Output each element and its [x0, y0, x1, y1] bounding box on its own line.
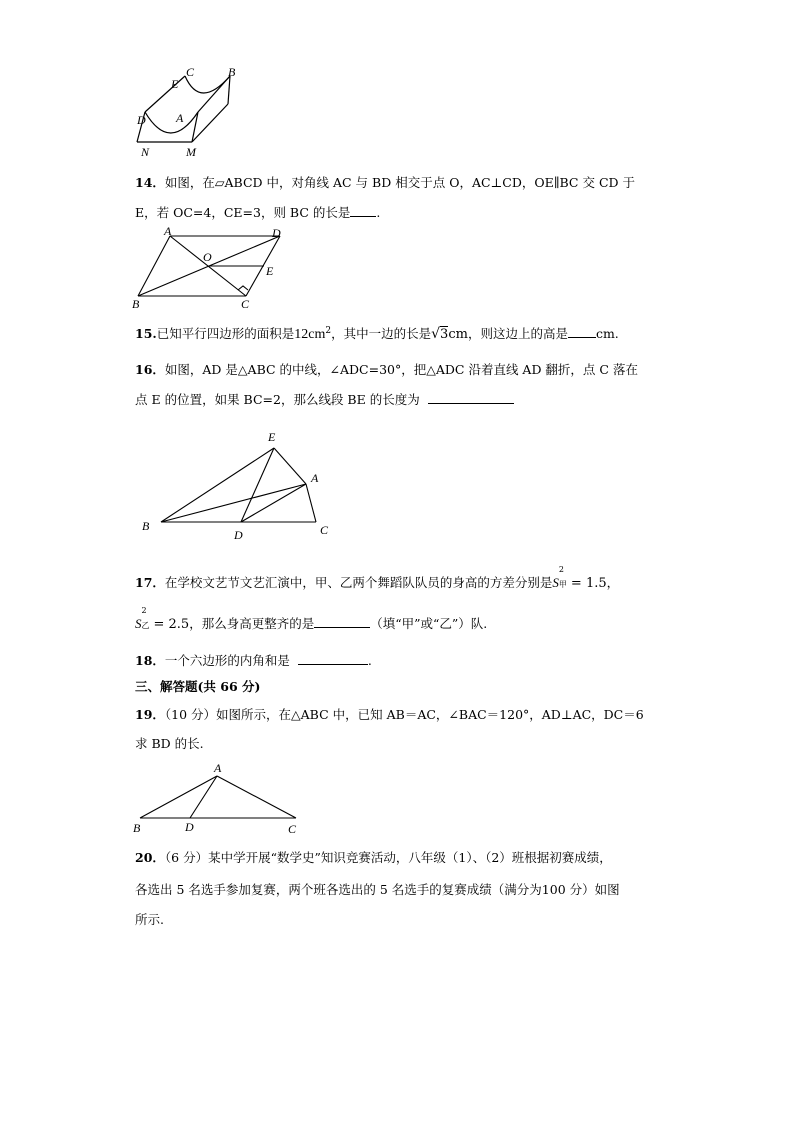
q16-text1: 如图，AD 是△ABC 的中线，∠ADC=30°，把△ADC 沿着直线 AD 翻折，点 C 落在 [164, 362, 638, 377]
label-D: D [185, 820, 194, 834]
q14-text2b: . [376, 205, 381, 220]
q17-number: 17． [135, 575, 165, 590]
q17-text2: ，那么身高更整齐的是 [189, 616, 315, 631]
q17-line1 [135, 565, 620, 591]
label-A: A [164, 224, 172, 238]
q16-line1 [135, 360, 638, 378]
label-B: B [228, 65, 236, 79]
parallelogram-figure [130, 224, 290, 310]
q19-text1: （10 分）如图所示，在△ABC 中，已知 AB＝AC，∠BAC＝120°，AD⊥AC，DC＝6 [164, 707, 644, 722]
q20-number: 20． [135, 850, 165, 865]
q16-answer-blank[interactable] [428, 392, 514, 404]
q14-number: 14． [135, 175, 165, 190]
q18-answer-blank[interactable] [298, 653, 368, 665]
label-E: E [266, 264, 274, 278]
label-B: B [142, 519, 150, 533]
q19-number: 19． [135, 707, 165, 722]
q19-text2: 求 BD 的长. [135, 736, 204, 751]
sqrt-icon: √ [431, 326, 441, 342]
q14-line1 [135, 173, 635, 191]
q16-number: 16． [135, 362, 165, 377]
q15-unit: cm [448, 327, 468, 342]
q15-text-c: ，则这边上的高是 [467, 326, 568, 341]
q17-s-jia: S [552, 575, 559, 590]
label-C: C [320, 523, 329, 537]
q14-answer-blank[interactable] [350, 205, 376, 217]
label-D: D [234, 528, 243, 542]
q17-comma: ， [606, 575, 620, 590]
section-heading: 三、解答题(共 66 分) [135, 679, 261, 694]
fold-figure [138, 428, 338, 544]
label-E: E [268, 430, 276, 444]
q15-text-a: 已知平行四边形的面积是 [156, 326, 295, 341]
q20-line1 [135, 848, 612, 866]
triangle-figure [130, 758, 310, 838]
q14-text1: 如图，在▱ABCD 中，对角线 AC 与 BD 相交于点 O，AC⊥CD，OE∥BC 交 CD 于 [164, 175, 636, 190]
q18-text: 一个六边形的内角和是 [164, 653, 290, 668]
q19-line1 [135, 705, 644, 723]
q19-line2 [135, 734, 204, 752]
q17-sup-jia: 2 [558, 565, 565, 574]
q17-sub-yi: 乙 [141, 621, 150, 630]
q18-line [135, 651, 372, 669]
label-B: B [133, 821, 141, 835]
q17-val-yi: = 2.5 [153, 617, 190, 632]
q20-text1: （6 分）某中学开展“数学史”知识竞赛活动，八年级（1）、（2）班根据初赛成绩， [164, 850, 612, 865]
label-M: M [186, 145, 196, 159]
q17-sup-yi: 2 [141, 606, 147, 615]
q15-answer-blank[interactable] [568, 326, 596, 338]
label-O: O [203, 250, 212, 264]
q15-root: 3 [440, 327, 449, 342]
label-N: N [141, 145, 150, 159]
q17-line2 [135, 606, 488, 632]
q16-text2: 点 E 的位置，如果 BC=2，那么线段 BE 的长度为 [135, 392, 420, 407]
label-C: C [186, 65, 195, 79]
q17-text1: 在学校文艺节文艺汇演中，甲、乙两个舞蹈队队员的身高的方差分别是 [164, 575, 553, 590]
label-B: B [132, 297, 140, 310]
q14-text2a: E，若 OC=4，CE=3，则 BC 的长是 [135, 205, 351, 220]
q17-answer-blank[interactable] [314, 616, 370, 628]
label-A: A [311, 471, 319, 485]
q18-number: 18． [135, 653, 165, 668]
q20-line3 [135, 910, 164, 928]
label-D: D [137, 113, 146, 127]
q17-val-jia: = 1.5 [570, 576, 607, 591]
q17-sub-jia: 甲 [558, 580, 567, 589]
q18-end: . [367, 653, 372, 668]
q15-area: 12cm [294, 327, 326, 342]
q20-text2: 各选出 5 名选手参加复赛，两个班各选出的 5 名选手的复赛成绩（满分为100 分）如图 [135, 882, 620, 897]
q20-text3: 所示. [135, 912, 164, 927]
q17-s-yi: S [135, 616, 142, 631]
q17-text3: （填“甲”或“乙”）队. [370, 616, 488, 631]
q20-line2 [135, 880, 620, 898]
q15-number: 15. [135, 326, 157, 341]
label-C: C [288, 822, 297, 836]
label-E: E [171, 77, 179, 91]
label-A: A [214, 761, 222, 775]
label-C: C [241, 297, 250, 310]
q15-area-sup: 2 [325, 325, 332, 336]
q15-text-d: cm. [595, 326, 619, 341]
channel-figure [130, 62, 250, 162]
q14-line2 [135, 203, 380, 221]
q16-line2 [135, 390, 514, 408]
label-A: A [176, 111, 184, 125]
q15-line [135, 324, 619, 343]
q15-text-b: ，其中一边的长是 [331, 326, 432, 341]
label-D: D [272, 226, 281, 240]
